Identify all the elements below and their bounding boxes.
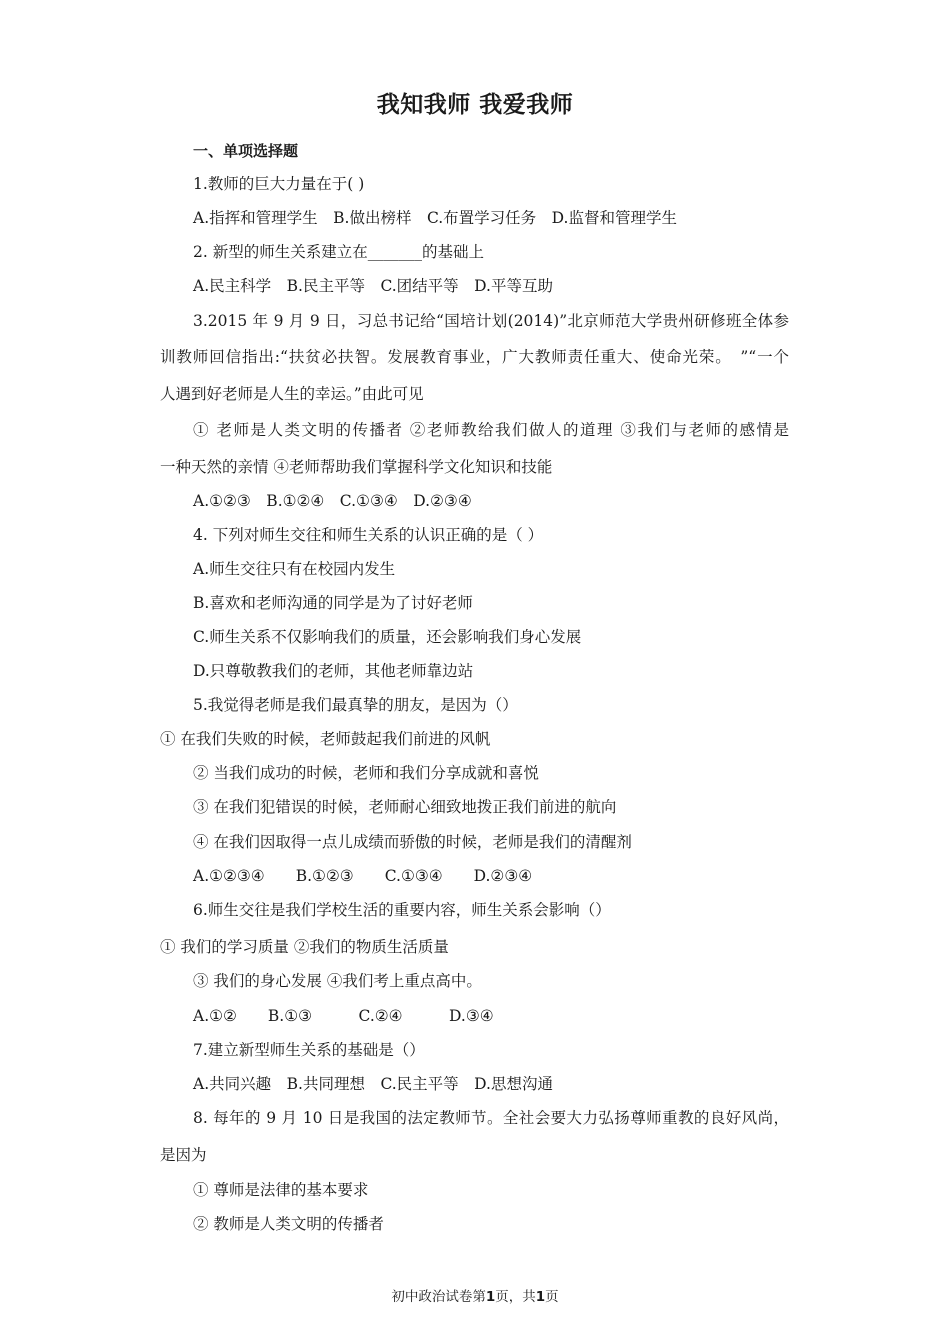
question-4-option-b: B.喜欢和老师沟通的同学是为了讨好老师	[193, 594, 473, 612]
question-4-option-c: C.师生关系不仅影响我们的质量，还会影响我们身心发展	[193, 628, 582, 646]
question-3-line-2: 训教师回信指出:“扶贫必扶智。发展教育事业，广大教师责任重大、使命光荣。 ”“一个	[160, 348, 789, 366]
question-6-options: A.①② B.①③ C.②④ D.③④	[193, 1007, 494, 1025]
section-heading: 一、单项选择题	[193, 142, 299, 160]
question-3-statements-1: ① 老师是人类文明的传播者 ②老师教给我们做人的道理 ③我们与老师的感情是	[193, 421, 789, 439]
question-5-statement-4: ④ 在我们因取得一点儿成绩而骄傲的时候，老师是我们的清醒剂	[193, 833, 632, 851]
question-8-line-1: 8. 每年的 9 月 10 日是我国的法定教师节。全社会要大力弘扬尊师重教的良好风尚，	[193, 1109, 789, 1127]
footer-suffix: 页	[545, 1289, 559, 1305]
question-5-options: A.①②③④ B.①②③ C.①③④ D.②③④	[193, 867, 533, 885]
question-4-option-d: D.只尊敬教我们的老师，其他老师靠边站	[193, 662, 474, 680]
question-3-line-1: 3.2015 年 9 月 9 日，习总书记给“国培计划(2014)”北京师范大学贵州研修班全体参	[193, 312, 789, 330]
question-2-options: A.民主科学 B.民主平等 C.团结平等 D.平等互助	[193, 277, 553, 295]
question-5-statement-2: ② 当我们成功的时候，老师和我们分享成就和喜悦	[193, 764, 539, 782]
question-1: 1.教师的巨大力量在于( )	[193, 175, 365, 193]
footer-prefix: 初中政治试卷第	[391, 1289, 486, 1305]
question-3-line-3: 人遇到好老师是人生的幸运。”由此可见	[160, 385, 424, 403]
footer-total-pages: 1	[535, 1289, 546, 1305]
document-title: 我知我师 我爱我师	[376, 92, 574, 118]
footer-page-number: 1	[485, 1289, 496, 1305]
question-5: 5.我觉得老师是我们最真挚的朋友，是因为（）	[193, 696, 518, 714]
question-8-statement-1: ① 尊师是法律的基本要求	[193, 1181, 369, 1199]
question-5-statement-1: ① 在我们失败的时候，老师鼓起我们前进的风帆	[160, 730, 491, 748]
question-3-statements-2: 一种天然的亲情 ④老师帮助我们掌握科学文化知识和技能	[160, 458, 553, 476]
question-4-option-a: A.师生交往只有在校园内发生	[193, 560, 396, 578]
footer-middle: 页，共	[495, 1289, 536, 1305]
question-7: 7.建立新型师生关系的基础是（）	[193, 1041, 425, 1059]
question-6-statements-2: ③ 我们的身心发展 ④我们考上重点高中。	[193, 972, 482, 990]
question-2: 2. 新型的师生关系建立在_______的基础上	[193, 243, 484, 261]
question-4: 4. 下列对师生交往和师生关系的认识正确的是（ ）	[193, 526, 544, 544]
question-7-options: A.共同兴趣 B.共同理想 C.民主平等 D.思想沟通	[193, 1075, 553, 1093]
question-1-options: A.指挥和管理学生 B.做出榜样 C.布置学习任务 D.监督和管理学生	[193, 209, 677, 227]
question-8-statement-2: ② 教师是人类文明的传播者	[193, 1215, 384, 1233]
page-footer	[0, 1285, 950, 1305]
question-6: 6.师生交往是我们学校生活的重要内容，师生关系会影响（）	[193, 901, 611, 919]
question-6-statements-1: ① 我们的学习质量 ②我们的物质生活质量	[160, 938, 449, 956]
question-8-line-2: 是因为	[160, 1146, 207, 1164]
question-5-statement-3: ③ 在我们犯错误的时候，老师耐心细致地拨正我们前进的航向	[193, 798, 617, 816]
question-3-options: A.①②③ B.①②④ C.①③④ D.②③④	[193, 492, 472, 510]
